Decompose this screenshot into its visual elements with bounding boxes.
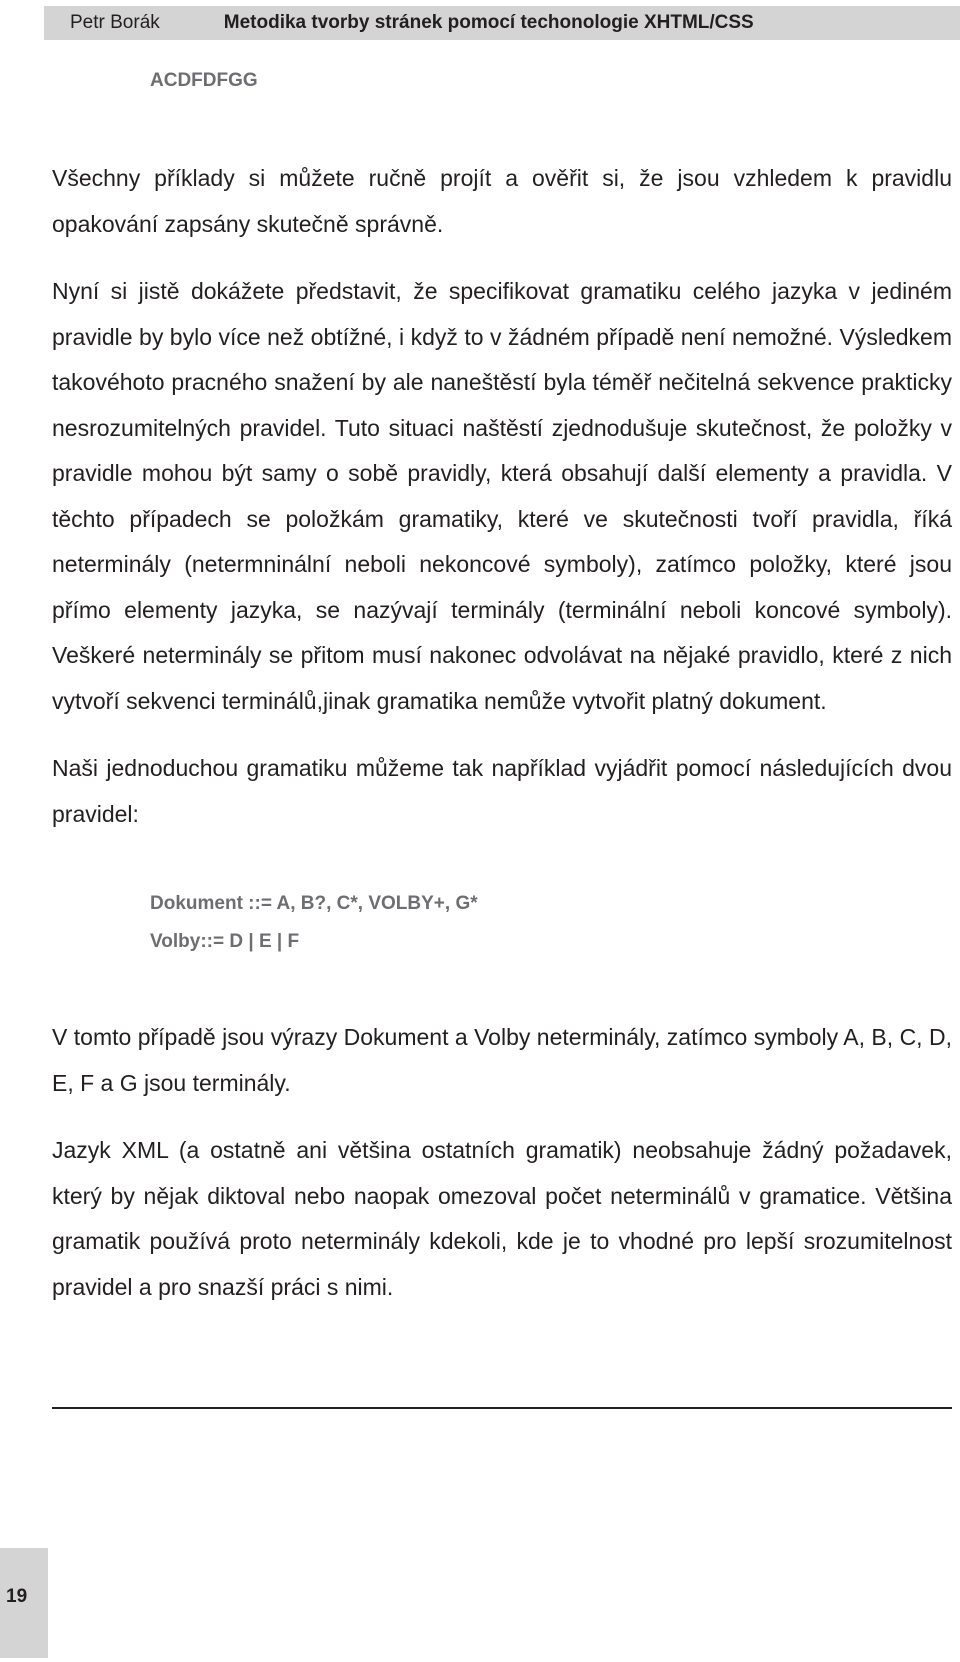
- code-label: ACDFDFGG: [150, 70, 258, 91]
- grammar-rule: Volby::= D | E | F: [150, 931, 300, 952]
- page-body: [52, 156, 952, 1332]
- paragraph: V tomto případě jsou výrazy Dokument a Volby neterminály, zatímco symboly A, B, C, D, E, F a G jsou terminály.: [52, 1024, 952, 1096]
- paragraph: Všechny příklady si můžete ručně projít a ověřit si, že jsou vzhledem k pravidlu opakování zapsány skutečně správně.: [52, 165, 952, 237]
- grammar-rule: Dokument ::= A, B?, C*, VOLBY+, G*: [150, 893, 478, 914]
- page-number-tab: [0, 1548, 48, 1658]
- grammar-rules: [150, 859, 952, 1015]
- running-header: [44, 6, 960, 40]
- paragraph: Naši jednoduchou gramatiku můžeme tak například vyjádřit pomocí následujících dvou pravidel:: [52, 755, 952, 827]
- header-author: Petr Borák: [70, 12, 160, 33]
- header-title: Metodika tvorby stránek pomocí techonologie XHTML/CSS: [223, 12, 754, 33]
- paragraph: Nyní si jistě dokážete představit, že specifikovat gramatiku celého jazyka v jediném pravidle by bylo více než obtížné, i když to v žádném případě není nemožné. Výsledkem takovéhoto pracného snažení by ale naneštěstí byla téměř nečitelná sekvence prakticky nesrozumitelných pravidel. Tuto situaci naštěstí zjednodušuje skutečnost, že položky v pravidle mohou být samy o sobě pravidly, která obsahují další elementy a pravidla. V těchto případech se položkám gramatiky, které ve skutečnosti tvoří pravidla, říká neterminály (netermninální neboli nekoncové symboly), zatímco položky, které jsou přímo elementy jazyka, se nazývají terminály (terminální neboli koncové symboly). Veškeré neterminály se přitom musí nakonec odvolávat na nějaké pravidlo, které z nich vytvoří sekvenci terminálů,jinak gramatika nemůže vytvořit platný dokument.: [52, 278, 952, 714]
- page-number: 19: [6, 1586, 28, 1607]
- footer-divider: [52, 1407, 952, 1409]
- paragraph: Jazyk XML (a ostatně ani většina ostatních gramatik) neobsahuje žádný požadavek, který by nějak diktoval nebo naopak omezoval počet neterminálů v gramatice. Většina gramatik používá proto neterminály kdekoli, kde je to vhodné pro lepší srozumitelnost pravidel a pro snazší práci s nimi.: [52, 1137, 952, 1300]
